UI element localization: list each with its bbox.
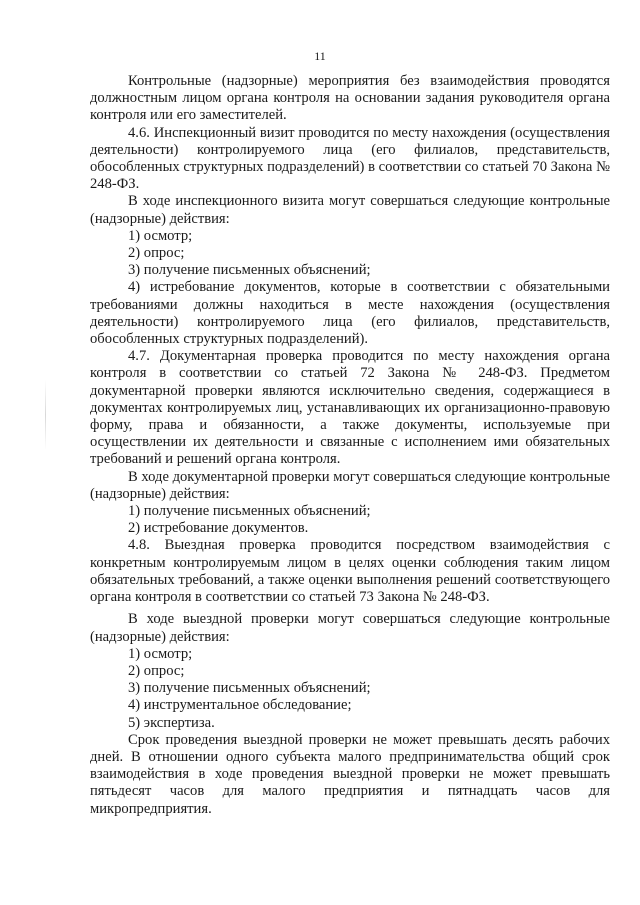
paragraph: Срок проведения выездной проверки не может превышать десять рабочих дней. В отношении одного субъекта малого предпринимательства общий срок взаимодействия в ходе проведения выездной проверки не может превышать пятьдесят часов для малого предприятия и пятнадцать часов для микропредприятия.: [90, 731, 610, 817]
list-item: 2) истребование документов.: [128, 520, 309, 537]
paragraph: 4) истребование документов, которые в соответствии с обязательными требованиями должны находиться в месте нахождения (осуществления деятельности) контролируемого лица (его филиалов, представительств, обособленных структурных подразделений).: [90, 279, 610, 348]
paragraph: В ходе выездной проверки могут совершаться следующие контрольные (надзорные) действия:: [90, 611, 610, 645]
paragraph: Контрольные (надзорные) мероприятия без взаимодействия проводятся должностным лицом органа контроля на основании задания руководителя органа контроля или его заместителей.: [90, 73, 610, 124]
document-body: [90, 73, 610, 818]
paragraph: 4.8. Выездная проверка проводится посредством взаимодействия с конкретным контролируемым лицом в целях оценки соблюдения таким лицом обязательных требований, а также оценки выполнения решений соответствующего органа контроля в соответствии со статьей 73 Закона № 248-ФЗ.: [90, 537, 610, 606]
list-item: 1) получение письменных объяснений;: [128, 503, 371, 520]
paragraph: В ходе документарной проверки могут совершаться следующие контрольные (надзорные) действия:: [90, 468, 610, 502]
paragraph: 4.7. Документарная проверка проводится по месту нахождения органа контроля в соответствии со статьей 72 Закона № 248-ФЗ. Предметом документарной проверки являются исключительно сведения, содержащиеся в документах контролируемых лиц, устанавливающих их организационно-правовую форму, права и обязанности, а также документы, используемые при осуществлении их деятельности и связанные с исполнением ими обязательных требований и решений органа контроля.: [90, 348, 610, 468]
list-item: 3) получение письменных объяснений;: [128, 262, 371, 279]
list-item: 1) осмотр;: [128, 645, 193, 662]
paragraph: 4.6. Инспекционный визит проводится по месту нахождения (осуществления деятельности) контролируемого лица (его филиалов, представительств, обособленных структурных подразделений) в соответствии со статьей 70 Закона № 248-ФЗ.: [90, 124, 610, 193]
list-item: 2) опрос;: [128, 245, 185, 262]
list-item: 3) получение письменных объяснений;: [128, 680, 371, 697]
list-item: 4) инструментальное обследование;: [128, 697, 352, 714]
page-number: 11: [314, 49, 326, 63]
list-item: 1) осмотр;: [128, 227, 193, 244]
list-item: 2) опрос;: [128, 662, 185, 679]
scan-artifact: [45, 380, 46, 450]
list-item: 5) экспертиза.: [128, 714, 215, 731]
paragraph: В ходе инспекционного визита могут совершаться следующие контрольные (надзорные) действия:: [90, 193, 610, 227]
